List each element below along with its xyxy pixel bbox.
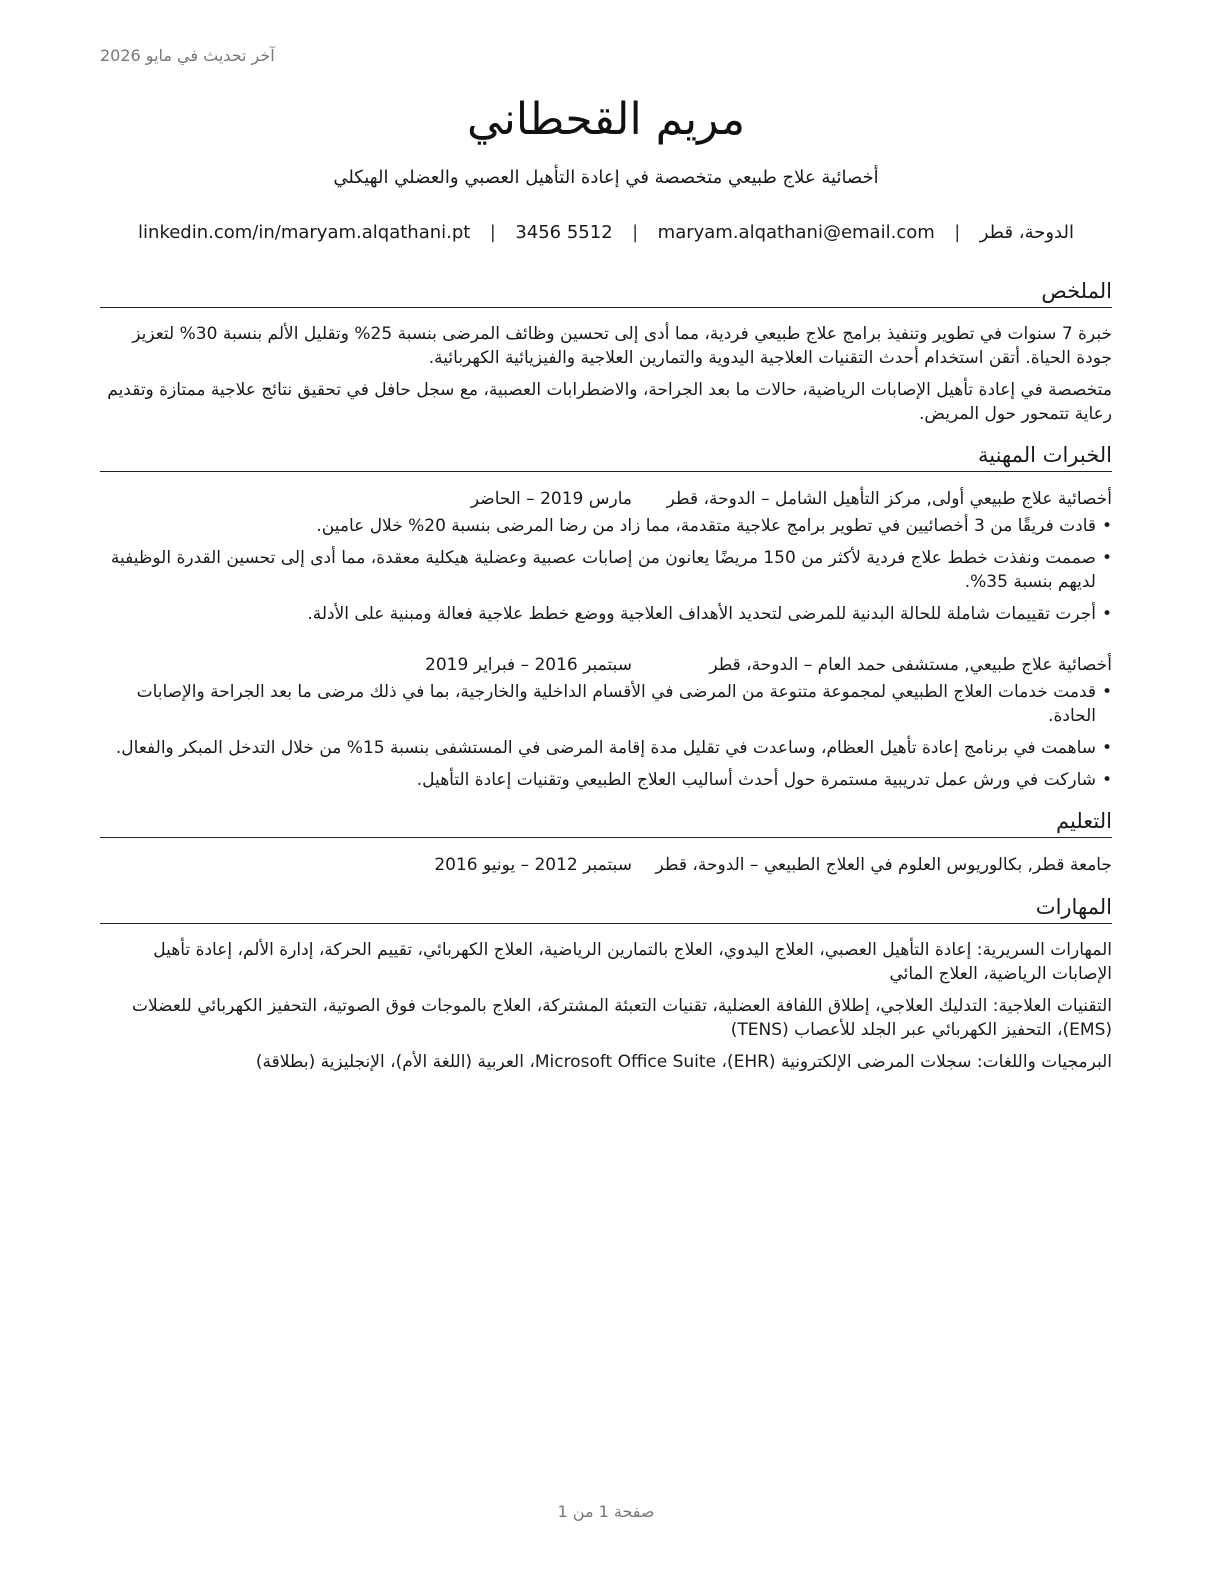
section-title: التعليم — [100, 806, 1112, 838]
bullet-icon: • — [1101, 738, 1112, 758]
skills-clinical: المهارات السريرية: إعادة التأهيل العصبي، العلاج اليدوي، العلاج بالتمارين الرياضية، العلاج الكهربائي، تقييم الحركة، إدارة الألم، إعادة تأهيل الإصابات الرياضية، العلاج المائي — [153, 940, 1112, 984]
job-role: أخصائية علاج طبيعي أولى, مركز التأهيل الشامل – الدوحة، قطر — [666, 489, 1112, 509]
job-dates: مارس 2019 – الحاضر — [470, 489, 632, 509]
bullet-text: صممت ونفذت خطط علاج فردية لأكثر من 150 مريضًا يعانون من إصابات عصبية وعضلية هيكلية معقدة، مما أدى إلى تحسين القدرة الوظيفية لديهم بنسبة 35%. — [110, 548, 1096, 592]
section-title: الملخص — [100, 276, 1112, 308]
bullet-item — [100, 736, 1112, 760]
bullet-item — [100, 514, 1112, 538]
section-title: الخبرات المهنية — [100, 440, 1112, 472]
bullet-icon: • — [1101, 516, 1112, 536]
page-number: صفحة 1 من 1 — [557, 1502, 655, 1521]
job-entry — [100, 652, 1112, 792]
spacer — [100, 634, 1112, 652]
candidate-name: مريم القحطاني — [466, 94, 746, 145]
skills-techniques: التقنيات العلاجية: التدليك العلاجي، إطلاق اللفافة العضلية، تقنيات التعبئة المشتركة، العلاج بالموجات فوق الصوتية، التحفيز الكهربائي للعضلات (EMS)، التحفيز الكهربائي عبر الجلد للأعصاب (TENS) — [131, 996, 1112, 1040]
bullet-icon: • — [1101, 548, 1112, 568]
section-title: المهارات — [100, 892, 1112, 924]
skills-software-languages: البرمجيات واللغات: سجلات المرضى الإلكترونية (EHR)، Microsoft Office Suite، العربية (اللغة الأم)، الإنجليزية (بطلاقة) — [255, 1052, 1112, 1072]
bullet-item — [100, 768, 1112, 792]
last-updated-note: آخر تحديث في مايو 2026 — [100, 46, 275, 65]
bullet-item — [100, 680, 1112, 728]
bullet-text: قادت فريقًا من 3 أخصائيين في تطوير برامج علاجية متقدمة، مما زاد من رضا المرضى بنسبة 20% خلال عامين. — [316, 516, 1096, 536]
skills-section — [100, 892, 1112, 1074]
bullet-icon: • — [1101, 604, 1112, 624]
bullet-text: شاركت في ورش عمل تدريبية مستمرة حول أحدث أساليب العلاج الطبيعي وتقنيات إعادة التأهيل. — [416, 770, 1096, 790]
contact-email[interactable]: maryam.alqathani@email.com — [657, 222, 935, 243]
education-entry — [100, 852, 1112, 878]
bullet-icon: • — [1101, 682, 1112, 702]
experience-section — [100, 440, 1112, 792]
contact-linkedin[interactable]: linkedin.com/in/maryam.alqathani.pt — [138, 222, 471, 243]
bullet-item — [100, 546, 1112, 594]
summary-paragraph: متخصصة في إعادة تأهيل الإصابات الرياضية، حالات ما بعد الجراحة، والاضطرابات العصبية، مع سجل حافل في تحقيق نتائج علاجية ممتازة وتقديم رعاية تتمحور حول المريض. — [107, 380, 1112, 424]
job-bullets — [100, 514, 1112, 626]
education-dates: سبتمبر 2012 – يونيو 2016 — [434, 855, 632, 875]
resume-page — [100, 0, 1112, 1584]
job-dates: سبتمبر 2016 – فبراير 2019 — [425, 655, 632, 675]
bullet-icon: • — [1101, 770, 1112, 790]
job-entry — [100, 486, 1112, 626]
education-section — [100, 806, 1112, 878]
bullet-item — [100, 602, 1112, 626]
bullet-text: أجرت تقييمات شاملة للحالة البدنية للمرضى لتحديد الأهداف العلاجية ووضع خطط علاجية فعالة ومبنية على الأدلة. — [307, 604, 1096, 624]
job-role: أخصائية علاج طبيعي, مستشفى حمد العام – الدوحة، قطر — [709, 655, 1112, 675]
contact-phone: 3456 5512 — [515, 222, 613, 243]
summary-section — [100, 276, 1112, 426]
contact-separator: | — [954, 222, 961, 243]
education-degree: جامعة قطر, بكالوريوس العلوم في العلاج الطبيعي – الدوحة، قطر — [655, 855, 1112, 875]
contact-line — [138, 222, 1074, 243]
contact-separator: | — [489, 222, 496, 243]
job-header — [100, 652, 1112, 678]
contact-separator: | — [632, 222, 639, 243]
resume-header — [100, 88, 1112, 192]
contact-location: الدوحة، قطر — [979, 222, 1074, 243]
job-bullets — [100, 680, 1112, 792]
bullet-text: ساهمت في برنامج إعادة تأهيل العظام، وساعدت في تقليل مدة إقامة المرضى في المستشفى بنسبة 15% من خلال التدخل المبكر والفعال. — [115, 738, 1096, 758]
candidate-tagline: أخصائية علاج طبيعي متخصصة في إعادة التأهيل العصبي والعضلي الهيكلي — [333, 167, 879, 188]
summary-paragraph: خبرة 7 سنوات في تطوير وتنفيذ برامج علاج طبيعي فردية، مما أدى إلى تحسين وظائف المرضى بنسبة 25% وتقليل الألم بنسبة 30% لتعزيز جودة الحياة. أتقن استخدام أحدث التقنيات العلاجية اليدوية والتمارين العلاجية والفيزيائية الكهربائية. — [132, 324, 1112, 368]
resume-body — [100, 276, 1112, 1088]
bullet-text: قدمت خدمات العلاج الطبيعي لمجموعة متنوعة من المرضى في الأقسام الداخلية والخارجية، بما في ذلك مرضى ما بعد الجراحة والإصابات الحادة. — [136, 682, 1096, 726]
job-header — [100, 486, 1112, 512]
